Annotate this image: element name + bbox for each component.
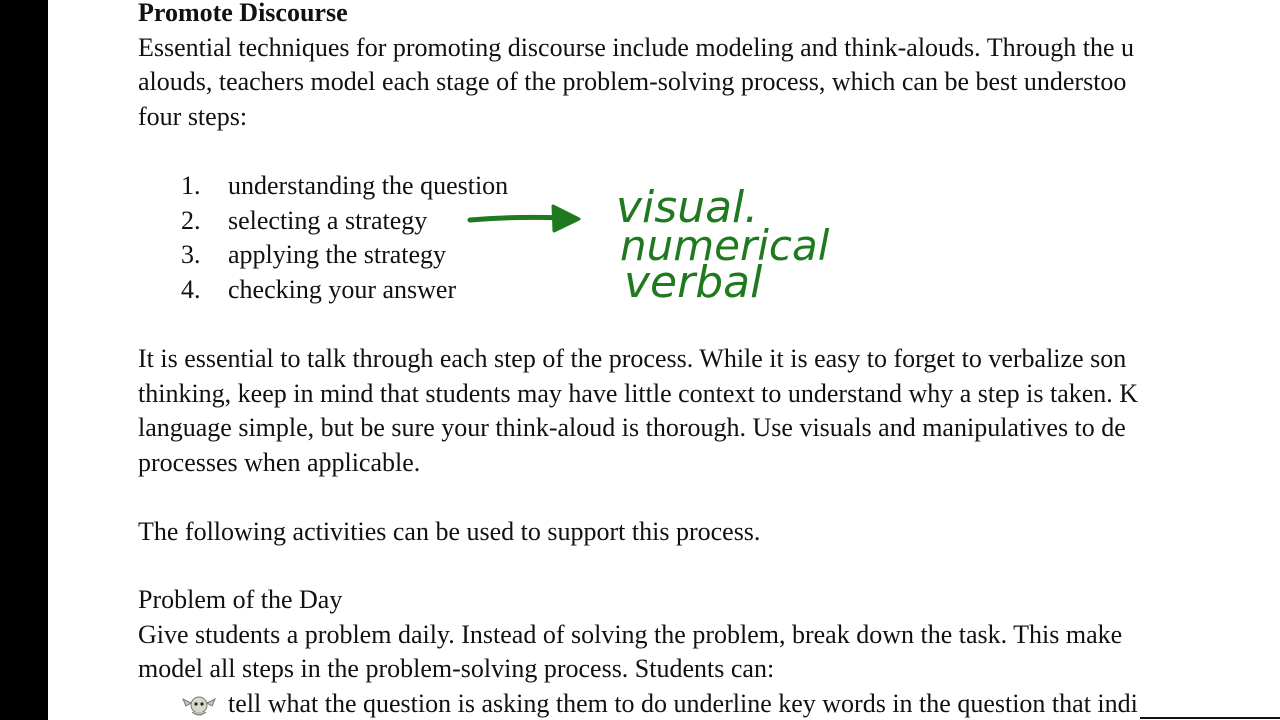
intro-line-1: Essential techniques for promoting discourse include modeling and think-alouds. Through the u — [138, 32, 1134, 62]
handwriting-overlay — [48, 0, 1280, 720]
paragraph-line-2: thinking, keep in mind that students may have little context to understand why a step is taken. K — [138, 378, 1139, 408]
support-line: The following activities can be used to support this process. — [138, 517, 761, 546]
bullet-text: tell what the question is asking them to do underline key words in the question that indi — [228, 688, 1138, 718]
document-page — [48, 0, 1280, 720]
section-line-2: model all steps in the problem-solving process. Students can: — [138, 654, 775, 684]
list-text: checking your answer — [228, 274, 457, 304]
list-text: understanding the question — [228, 171, 509, 200]
list-text: selecting a strategy — [228, 205, 428, 235]
list-text: applying the strategy — [228, 240, 447, 270]
paragraph-line-3: language simple, but be sure your think-aloud is thorough. Use visuals and manipulatives to de — [138, 413, 1126, 443]
list-number: 2. — [181, 205, 201, 235]
handwritten-word-verbal: verbal — [624, 257, 763, 308]
list-number: 4. — [181, 274, 201, 304]
arrow-icon — [470, 206, 579, 231]
paragraph-line-1: It is essential to talk through each step of the process. While it is easy to forget to verbalize son — [138, 344, 1127, 373]
subsection-title: Problem of the Day — [138, 585, 343, 614]
intro-line-3: four steps: — [138, 101, 248, 131]
section-line-1: Give students a problem daily. Instead of solving the problem, break down the task. This make — [138, 619, 1123, 649]
handwritten-word-numerical: numerical — [620, 221, 830, 270]
intro-line-2: alouds, teachers model each stage of the problem-solving process, which can be best understoo — [138, 67, 1127, 97]
list-number: 3. — [181, 240, 201, 270]
list-number: 1. — [181, 171, 201, 200]
paragraph-line-4: processes when applicable. — [138, 447, 421, 477]
handwritten-word-visual: visual. — [616, 182, 759, 233]
section-heading: Promote Discourse — [138, 0, 348, 27]
